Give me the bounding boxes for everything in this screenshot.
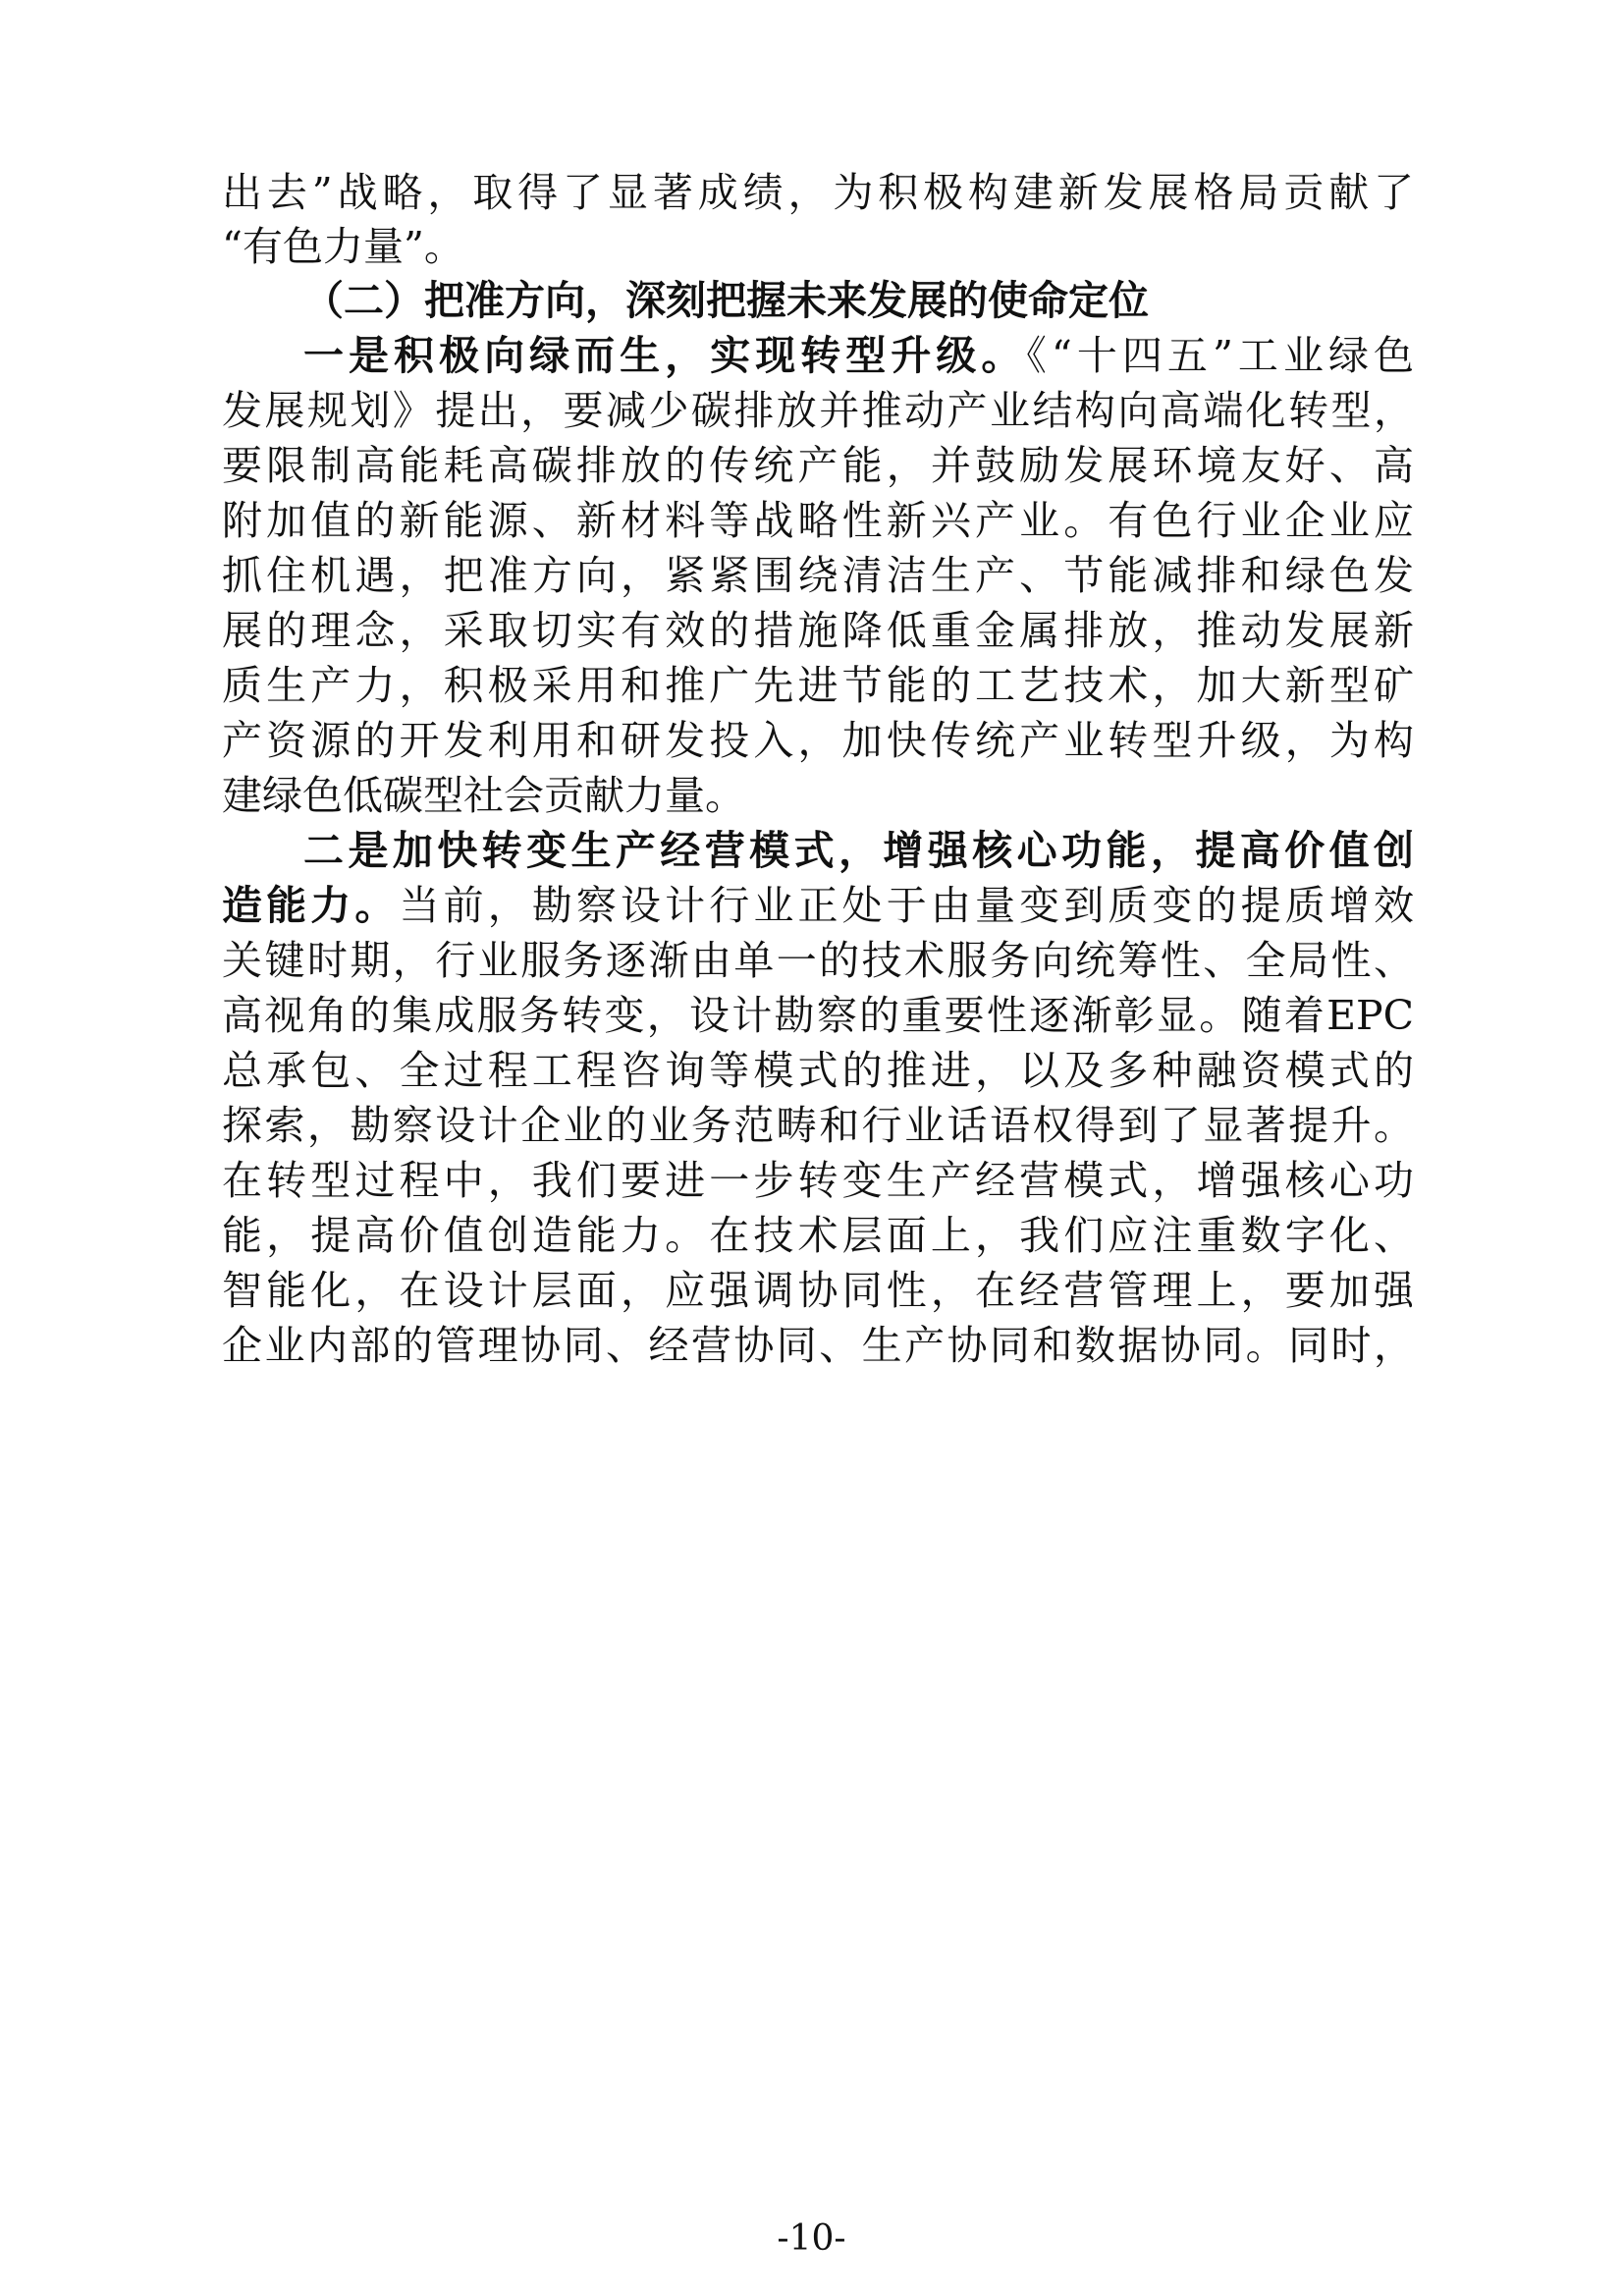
body-line: 抓住机遇，把准方向，紧紧围绕清洁生产、节能减排和绿色发 bbox=[222, 552, 1414, 599]
body-line: 智能化，在设计层面，应强调协同性，在经营管理上，要加强 bbox=[222, 1267, 1414, 1314]
body-line: 质生产力，积极采用和推广先进节能的工艺技术，加大新型矿 bbox=[222, 662, 1414, 709]
paragraph-text: 《“十四五”工业绿色 bbox=[1026, 332, 1415, 379]
body-line: 要限制高能耗高碳排放的传统产能，并鼓励发展环境友好、高 bbox=[222, 442, 1414, 489]
paragraph-text: 当前，勘察设计行业正处于由量变到质变的提质增效 bbox=[399, 882, 1415, 929]
paragraph-line bbox=[303, 326, 1414, 385]
body-line: 建绿色低碳型社会贡献力量。 bbox=[222, 772, 745, 819]
body-line: 高视角的集成服务转变，设计勘察的重要性逐渐彰显。随着EPC bbox=[222, 992, 1414, 1039]
body-line: 展的理念，采取切实有效的措施降低重金属排放，推动发展新 bbox=[222, 607, 1414, 654]
body-line: 产资源的开发利用和研发投入，加快传统产业转型升级，为构 bbox=[222, 717, 1414, 764]
paragraph-lead: 造能力。 bbox=[222, 882, 400, 929]
paragraph-lead: 一是积极向绿而生，实现转型升级。 bbox=[303, 332, 1027, 379]
body-line: 能，提高价值创造能力。在技术层面上，我们应注重数字化、 bbox=[222, 1212, 1414, 1259]
body-line: 发展规划》提出，要减少碳排放并推动产业结构向高端化转型， bbox=[222, 387, 1414, 434]
body-line: 关键时期，行业服务逐渐由单一的技术服务向统筹性、全局性、 bbox=[222, 937, 1414, 984]
body-line: 在转型过程中，我们要进一步转变生产经营模式，增强核心功 bbox=[222, 1157, 1414, 1204]
body-line: 总承包、全过程工程咨询等模式的推进，以及多种融资模式的 bbox=[222, 1047, 1414, 1094]
body-line: 出去”战略，取得了显著成绩，为积极构建新发展格局贡献了 bbox=[222, 169, 1414, 216]
paragraph-line bbox=[222, 876, 1414, 935]
page-number: -10- bbox=[777, 2218, 846, 2259]
paragraph-lead: 二是加快转变生产经营模式，增强核心功能，提高价值创 bbox=[303, 827, 1414, 874]
body-line: “有色力量”。 bbox=[222, 223, 464, 270]
body-line: 探索，勘察设计企业的业务范畴和行业话语权得到了显著提升。 bbox=[222, 1102, 1414, 1149]
body-line: 企业内部的管理协同、经营协同、生产协同和数据协同。同时， bbox=[222, 1322, 1414, 1369]
body-line: 附加值的新能源、新材料等战略性新兴产业。有色行业企业应 bbox=[222, 497, 1414, 544]
section-heading: （二）把准方向，深刻把握未来发展的使命定位 bbox=[303, 277, 1149, 324]
